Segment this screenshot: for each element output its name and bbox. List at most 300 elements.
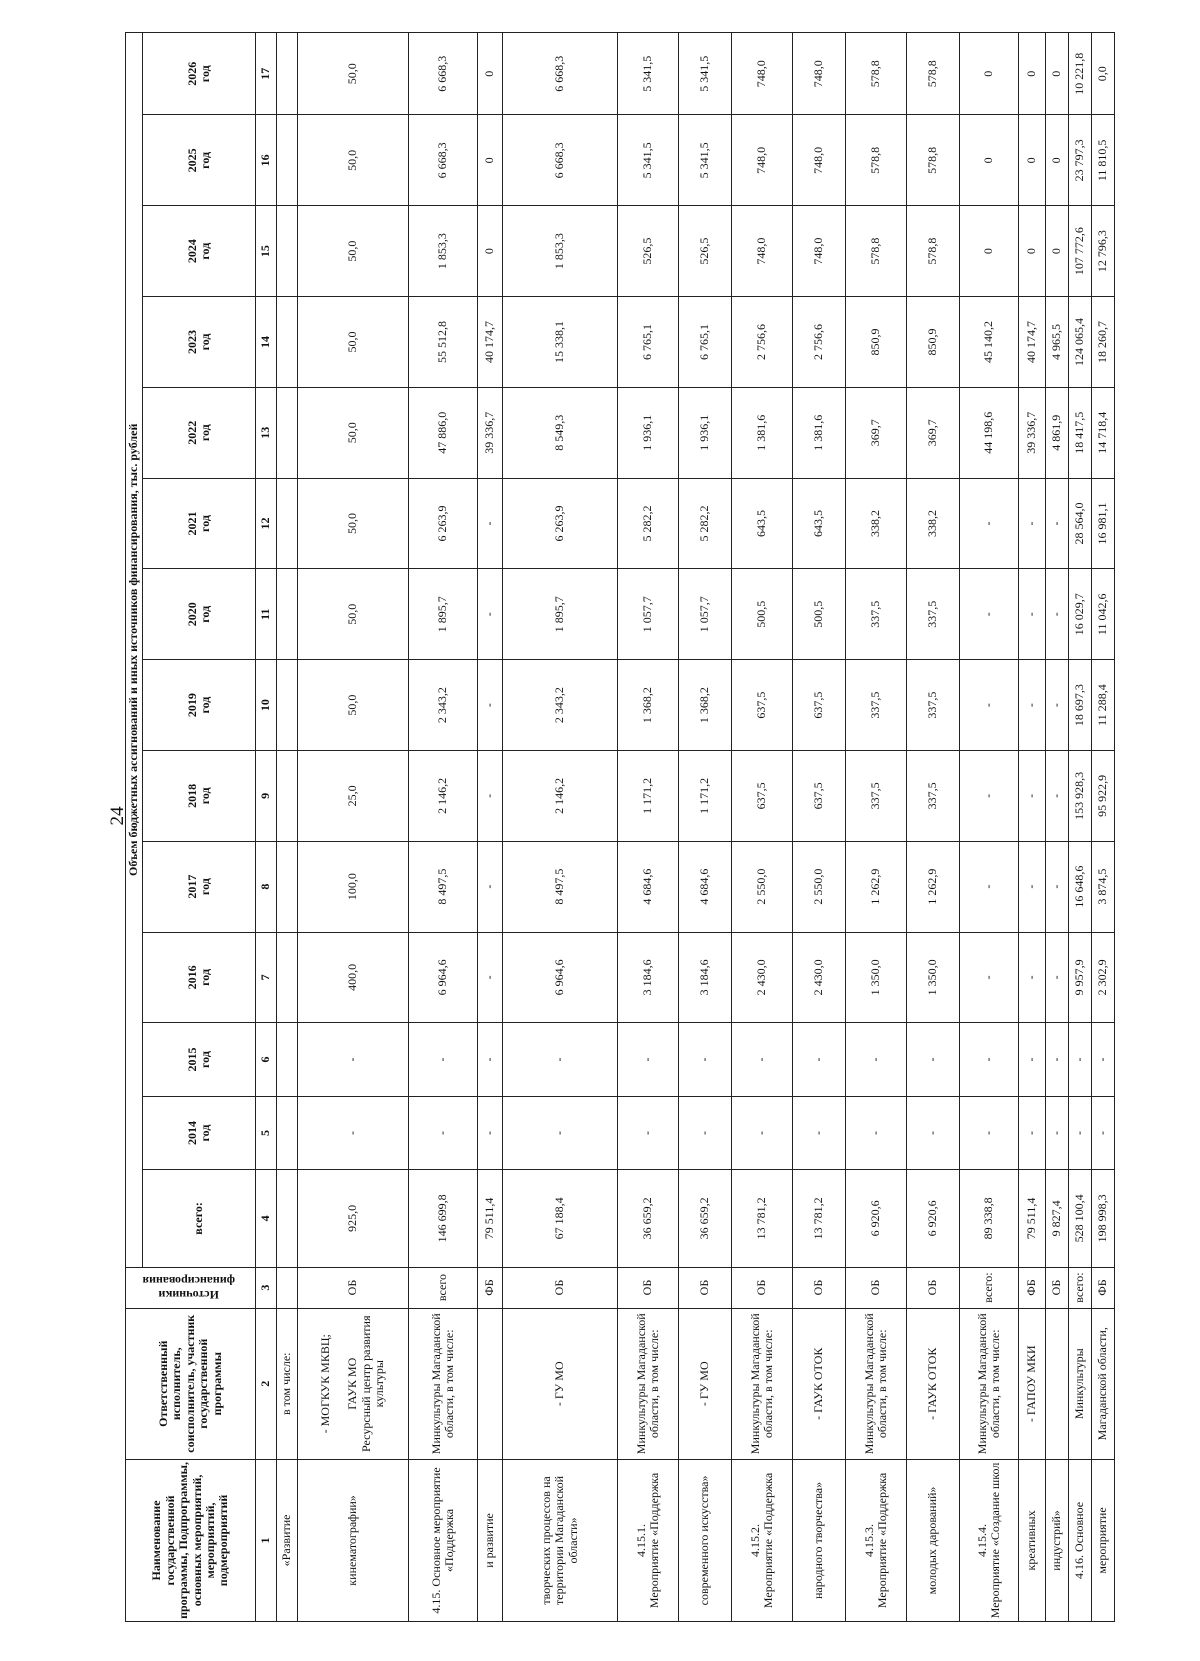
row-name: 4.15. Основное мероприятие «Поддержка: [409, 1459, 478, 1621]
row-value: 3 184,6: [618, 932, 679, 1023]
header-year: 2025 год: [143, 115, 256, 206]
row-value: 0: [1019, 115, 1046, 206]
row-name: 4.15.1. Мероприятие «Поддержка: [618, 1459, 679, 1621]
row-value: -: [1092, 1096, 1115, 1169]
row-value: 748,0: [732, 206, 793, 297]
row-value: 1 381,6: [732, 387, 793, 478]
row-value: 337,5: [907, 569, 960, 660]
row-value: -: [1046, 932, 1069, 1023]
row-value: 850,9: [907, 297, 960, 388]
row-value: -: [1019, 932, 1046, 1023]
table-row: [846, 33, 907, 1622]
row-value: -: [907, 1096, 960, 1169]
row-value: 5 341,5: [679, 33, 732, 115]
header-name: Наименование государственной программы, Подпрограммы, основных мероприятий, мероприятий, подмероприятий: [126, 1459, 256, 1621]
row-value: [277, 569, 298, 660]
column-number: 3: [256, 1267, 277, 1308]
row-value: 337,5: [907, 660, 960, 751]
row-value: -: [503, 1023, 618, 1096]
row-value: 369,7: [846, 387, 907, 478]
row-value: 0: [1046, 33, 1069, 115]
table-row: [409, 33, 478, 1622]
row-name: и развитие: [478, 1459, 503, 1621]
row-value: 15 338,1: [503, 297, 618, 388]
row-value: 6 765,1: [679, 297, 732, 388]
row-responsible: в том числе:: [277, 1308, 298, 1459]
table-row: [679, 33, 732, 1622]
row-value: 11 042,6: [1092, 569, 1115, 660]
row-value: 55 512,8: [409, 297, 478, 388]
row-value: 578,8: [907, 115, 960, 206]
row-value: 850,9: [846, 297, 907, 388]
column-number: 6: [256, 1023, 277, 1096]
row-value: 5 341,5: [618, 33, 679, 115]
row-value: 369,7: [907, 387, 960, 478]
row-source: ОБ: [679, 1267, 732, 1308]
row-value: 40 174,7: [478, 297, 503, 388]
budget-table: [125, 32, 1115, 1622]
table-row: [1069, 33, 1092, 1622]
row-value: 2 550,0: [793, 841, 846, 932]
row-responsible: [478, 1308, 503, 1459]
row-source: ФБ: [1019, 1267, 1046, 1308]
row-value: 11 288,4: [1092, 660, 1115, 751]
header-year: 2026 год: [143, 33, 256, 115]
row-value: 95 922,9: [1092, 750, 1115, 841]
row-value: 1 262,9: [907, 841, 960, 932]
row-value: -: [1092, 1023, 1115, 1096]
row-name: 4.15.4. Мероприятие «Создание школ: [960, 1459, 1019, 1621]
row-value: 4 684,6: [679, 841, 732, 932]
column-number: 14: [256, 297, 277, 388]
row-responsible: - ГУ МО: [503, 1308, 618, 1459]
row-value: 0: [1046, 115, 1069, 206]
row-value: 637,5: [793, 750, 846, 841]
header-year: 2021 год: [143, 478, 256, 569]
row-name: индустрий»: [1046, 1459, 1069, 1621]
row-value: 4 965,5: [1046, 297, 1069, 388]
row-value: -: [907, 1023, 960, 1096]
row-value: 643,5: [732, 478, 793, 569]
column-number: 4: [256, 1170, 277, 1267]
row-value: 5 341,5: [618, 115, 679, 206]
row-source: всего: [409, 1267, 478, 1308]
row-value: -: [1046, 1023, 1069, 1096]
row-value: 67 188,4: [503, 1170, 618, 1267]
row-value: -: [478, 841, 503, 932]
row-value: 79 511,4: [1019, 1170, 1046, 1267]
row-value: -: [478, 1096, 503, 1169]
row-name: 4.15.2. Мероприятие «Поддержка: [732, 1459, 793, 1621]
row-value: 50,0: [298, 33, 409, 115]
row-value: 1 350,0: [846, 932, 907, 1023]
row-value: [277, 297, 298, 388]
row-value: 637,5: [793, 660, 846, 751]
row-value: -: [1046, 1096, 1069, 1169]
row-value: [277, 1023, 298, 1096]
row-value: 0: [478, 206, 503, 297]
row-value: 39 336,7: [1019, 387, 1046, 478]
row-value: -: [1046, 569, 1069, 660]
row-value: [277, 387, 298, 478]
column-number: 17: [256, 33, 277, 115]
row-value: 18 697,3: [1069, 660, 1092, 751]
row-value: -: [679, 1096, 732, 1169]
row-value: [277, 1170, 298, 1267]
table-row: [960, 33, 1019, 1622]
row-value: 2 756,6: [793, 297, 846, 388]
header-responsible: Ответственный исполнитель, соисполнитель, участник государственной программы: [126, 1308, 256, 1459]
header-year: 2020 год: [143, 569, 256, 660]
row-value: 89 338,8: [960, 1170, 1019, 1267]
row-value: 11 810,5: [1092, 115, 1115, 206]
row-value: 8 497,5: [503, 841, 618, 932]
budget-table-sheet: [125, 32, 1195, 1622]
row-value: -: [1019, 1023, 1046, 1096]
row-value: 578,8: [907, 33, 960, 115]
row-responsible: - ГАУК ОТОК: [793, 1308, 846, 1459]
column-number: 13: [256, 387, 277, 478]
row-value: 2 550,0: [732, 841, 793, 932]
row-value: -: [960, 841, 1019, 932]
row-value: 2 430,0: [732, 932, 793, 1023]
row-responsible: - ГУ МО: [679, 1308, 732, 1459]
row-value: 50,0: [298, 478, 409, 569]
table-row: [503, 33, 618, 1622]
row-value: 1 368,2: [679, 660, 732, 751]
row-value: 748,0: [793, 33, 846, 115]
row-value: 4 861,9: [1046, 387, 1069, 478]
row-value: 6 668,3: [409, 33, 478, 115]
row-value: 50,0: [298, 387, 409, 478]
row-value: 8 549,3: [503, 387, 618, 478]
row-value: 338,2: [846, 478, 907, 569]
row-responsible: - МОГКУК МКВЦ; ГАУК МО Ресурсный центр развития культуры: [298, 1308, 409, 1459]
row-source: ОБ: [298, 1267, 409, 1308]
row-value: 2 302,9: [1092, 932, 1115, 1023]
row-value: [277, 660, 298, 751]
row-value: 500,5: [732, 569, 793, 660]
row-value: 79 511,4: [478, 1170, 503, 1267]
row-value: -: [478, 1023, 503, 1096]
row-value: -: [960, 569, 1019, 660]
row-value: 124 065,4: [1069, 297, 1092, 388]
row-value: -: [732, 1023, 793, 1096]
row-value: [277, 33, 298, 115]
row-value: 6 920,6: [846, 1170, 907, 1267]
row-responsible: - ГАУК ОТОК: [907, 1308, 960, 1459]
row-value: -: [732, 1096, 793, 1169]
row-value: 528 100,4: [1069, 1170, 1092, 1267]
row-value: 44 198,6: [960, 387, 1019, 478]
table-row: [793, 33, 846, 1622]
row-value: 6 263,9: [503, 478, 618, 569]
row-value: [277, 932, 298, 1023]
row-responsible: Минкультуры: [1069, 1308, 1092, 1459]
row-value: 526,5: [679, 206, 732, 297]
row-value: 500,5: [793, 569, 846, 660]
row-value: [277, 750, 298, 841]
row-value: 2 756,6: [732, 297, 793, 388]
row-value: 9 957,9: [1069, 932, 1092, 1023]
row-value: -: [960, 660, 1019, 751]
row-responsible: [1046, 1308, 1069, 1459]
row-source: ОБ: [618, 1267, 679, 1308]
row-value: 8 497,5: [409, 841, 478, 932]
row-value: -: [478, 569, 503, 660]
table-row: [277, 33, 298, 1622]
row-value: 50,0: [298, 569, 409, 660]
row-value: 6 668,3: [409, 115, 478, 206]
row-value: 6 765,1: [618, 297, 679, 388]
column-number: 7: [256, 932, 277, 1023]
row-source: ОБ: [907, 1267, 960, 1308]
row-value: 2 146,2: [503, 750, 618, 841]
row-value: -: [478, 660, 503, 751]
row-value: 1 381,6: [793, 387, 846, 478]
row-responsible: Минкультуры Магаданской области, в том числе:: [960, 1308, 1019, 1459]
row-value: 50,0: [298, 297, 409, 388]
header-total: всего:: [143, 1170, 256, 1267]
table-row: [1019, 33, 1046, 1622]
header-volume: Объем бюджетных ассигнований и иных источников финансирования, тыс. рублей: [126, 33, 143, 1268]
row-value: 2 146,2: [409, 750, 478, 841]
row-value: -: [960, 1023, 1019, 1096]
row-source: ОБ: [503, 1267, 618, 1308]
row-value: -: [960, 750, 1019, 841]
row-value: 23 797,3: [1069, 115, 1092, 206]
row-value: [277, 206, 298, 297]
row-value: 13 781,2: [732, 1170, 793, 1267]
row-value: -: [1019, 660, 1046, 751]
row-value: 198 998,3: [1092, 1170, 1115, 1267]
row-value: 4 684,6: [618, 841, 679, 932]
column-number: 8: [256, 841, 277, 932]
row-value: 12 796,3: [1092, 206, 1115, 297]
row-value: 1 895,7: [503, 569, 618, 660]
row-value: 0: [478, 33, 503, 115]
row-value: 5 341,5: [679, 115, 732, 206]
header-year: 2019 год: [143, 660, 256, 751]
row-value: 337,5: [846, 750, 907, 841]
row-value: -: [1046, 841, 1069, 932]
row-value: 6 920,6: [907, 1170, 960, 1267]
row-value: 0: [960, 33, 1019, 115]
row-name: «Развитие: [277, 1459, 298, 1621]
row-value: 337,5: [846, 660, 907, 751]
row-value: -: [298, 1096, 409, 1169]
column-number: 16: [256, 115, 277, 206]
row-value: 146 699,8: [409, 1170, 478, 1267]
row-source: ОБ: [846, 1267, 907, 1308]
row-responsible: Минкультуры Магаданской области, в том числе:: [409, 1308, 478, 1459]
row-value: 748,0: [732, 33, 793, 115]
header-year: 2022 год: [143, 387, 256, 478]
header-year: 2016 год: [143, 932, 256, 1023]
row-value: -: [1019, 569, 1046, 660]
row-value: 18 260,7: [1092, 297, 1115, 388]
row-value: 40 174,7: [1019, 297, 1046, 388]
row-value: 0: [478, 115, 503, 206]
row-value: -: [1046, 478, 1069, 569]
row-value: 2 343,2: [409, 660, 478, 751]
row-value: -: [503, 1096, 618, 1169]
row-value: 0: [1019, 33, 1046, 115]
row-value: 3 184,6: [679, 932, 732, 1023]
table-row: [298, 33, 409, 1622]
row-source: ОБ: [732, 1267, 793, 1308]
row-source: [277, 1267, 298, 1308]
row-value: 1 936,1: [679, 387, 732, 478]
row-value: -: [1019, 750, 1046, 841]
row-responsible: Магаданской области,: [1092, 1308, 1115, 1459]
row-responsible: - ГАПОУ МКИ: [1019, 1308, 1046, 1459]
page-number: 24: [107, 806, 128, 826]
header-year: 2015 год: [143, 1023, 256, 1096]
header-year: 2018 год: [143, 750, 256, 841]
row-value: -: [960, 478, 1019, 569]
row-value: 338,2: [907, 478, 960, 569]
row-value: -: [1046, 750, 1069, 841]
row-name: мероприятие: [1092, 1459, 1115, 1621]
row-name: 4.16. Основное: [1069, 1459, 1092, 1621]
row-value: 28 564,0: [1069, 478, 1092, 569]
row-value: 18 417,5: [1069, 387, 1092, 478]
row-source: всего:: [960, 1267, 1019, 1308]
header-year: 2017 год: [143, 841, 256, 932]
row-value: -: [1019, 841, 1046, 932]
row-value: 16 029,7: [1069, 569, 1092, 660]
row-value: -: [1019, 478, 1046, 569]
row-value: 400,0: [298, 932, 409, 1023]
row-value: 1 350,0: [907, 932, 960, 1023]
row-value: 637,5: [732, 660, 793, 751]
row-value: 0: [960, 206, 1019, 297]
header-year: 2023 год: [143, 297, 256, 388]
row-name: современного искусства»: [679, 1459, 732, 1621]
row-responsible: Минкультуры Магаданской области, в том числе:: [732, 1308, 793, 1459]
row-source: ФБ: [478, 1267, 503, 1308]
column-number: 1: [256, 1459, 277, 1621]
row-value: 1 853,3: [503, 206, 618, 297]
row-value: 337,5: [907, 750, 960, 841]
column-number: 9: [256, 750, 277, 841]
row-responsible: Минкультуры Магаданской области, в том числе:: [618, 1308, 679, 1459]
row-value: 748,0: [732, 115, 793, 206]
row-value: 3 874,5: [1092, 841, 1115, 932]
row-value: 153 928,3: [1069, 750, 1092, 841]
row-value: -: [478, 478, 503, 569]
row-value: 39 336,7: [478, 387, 503, 478]
table-row: [478, 33, 503, 1622]
row-value: 50,0: [298, 660, 409, 751]
row-value: 47 886,0: [409, 387, 478, 478]
row-name: творческих процессов на территории Магаданской области»: [503, 1459, 618, 1621]
row-value: 2 430,0: [793, 932, 846, 1023]
row-value: 6 668,3: [503, 33, 618, 115]
row-value: 45 140,2: [960, 297, 1019, 388]
row-value: 16 981,1: [1092, 478, 1115, 569]
row-value: 14 718,4: [1092, 387, 1115, 478]
row-value: 0: [960, 115, 1019, 206]
row-name: молодых дарований»: [907, 1459, 960, 1621]
row-value: -: [1019, 1096, 1046, 1169]
row-value: -: [618, 1096, 679, 1169]
row-value: 0: [1019, 206, 1046, 297]
row-value: 50,0: [298, 206, 409, 297]
row-value: [277, 1096, 298, 1169]
row-value: 2 343,2: [503, 660, 618, 751]
table-row: [907, 33, 960, 1622]
row-source: ОБ: [1046, 1267, 1069, 1308]
row-value: 578,8: [846, 115, 907, 206]
column-number: 15: [256, 206, 277, 297]
row-value: -: [409, 1096, 478, 1169]
header-year: 2024 год: [143, 206, 256, 297]
row-value: 1 057,7: [618, 569, 679, 660]
row-value: 0: [1046, 206, 1069, 297]
row-value: 578,8: [846, 206, 907, 297]
row-name: народного творчества»: [793, 1459, 846, 1621]
row-value: -: [298, 1023, 409, 1096]
row-value: 16 648,6: [1069, 841, 1092, 932]
row-value: -: [618, 1023, 679, 1096]
row-value: 6 263,9: [409, 478, 478, 569]
row-value: 925,0: [298, 1170, 409, 1267]
column-number: 12: [256, 478, 277, 569]
row-value: 5 282,2: [618, 478, 679, 569]
table-row: [1092, 33, 1115, 1622]
row-value: 1 171,2: [618, 750, 679, 841]
row-value: 0,0: [1092, 33, 1115, 115]
row-value: 337,5: [846, 569, 907, 660]
column-number: 11: [256, 569, 277, 660]
row-value: 637,5: [732, 750, 793, 841]
row-value: 578,8: [907, 206, 960, 297]
row-value: 100,0: [298, 841, 409, 932]
header-source: [126, 1267, 256, 1308]
row-source: ОБ: [793, 1267, 846, 1308]
header-source-label: Источники финансирования: [142, 1274, 236, 1303]
row-value: 643,5: [793, 478, 846, 569]
row-value: 1 936,1: [618, 387, 679, 478]
row-value: -: [960, 1096, 1019, 1169]
row-value: 5 282,2: [679, 478, 732, 569]
row-value: 9 827,4: [1046, 1170, 1069, 1267]
row-value: -: [960, 932, 1019, 1023]
row-value: 107 772,6: [1069, 206, 1092, 297]
row-value: 50,0: [298, 115, 409, 206]
row-value: -: [478, 750, 503, 841]
row-responsible: Минкультуры Магаданской области, в том числе:: [846, 1308, 907, 1459]
row-value: -: [793, 1096, 846, 1169]
row-value: -: [846, 1023, 907, 1096]
table-row: [732, 33, 793, 1622]
row-value: -: [1069, 1023, 1092, 1096]
row-value: 6 668,3: [503, 115, 618, 206]
row-value: 10 221,8: [1069, 33, 1092, 115]
row-value: 526,5: [618, 206, 679, 297]
row-value: [277, 478, 298, 569]
row-value: [277, 841, 298, 932]
row-source: ФБ: [1092, 1267, 1115, 1308]
row-value: -: [1069, 1096, 1092, 1169]
row-value: -: [409, 1023, 478, 1096]
row-source: всего:: [1069, 1267, 1092, 1308]
row-value: -: [793, 1023, 846, 1096]
row-value: 1 895,7: [409, 569, 478, 660]
row-value: 1 262,9: [846, 841, 907, 932]
